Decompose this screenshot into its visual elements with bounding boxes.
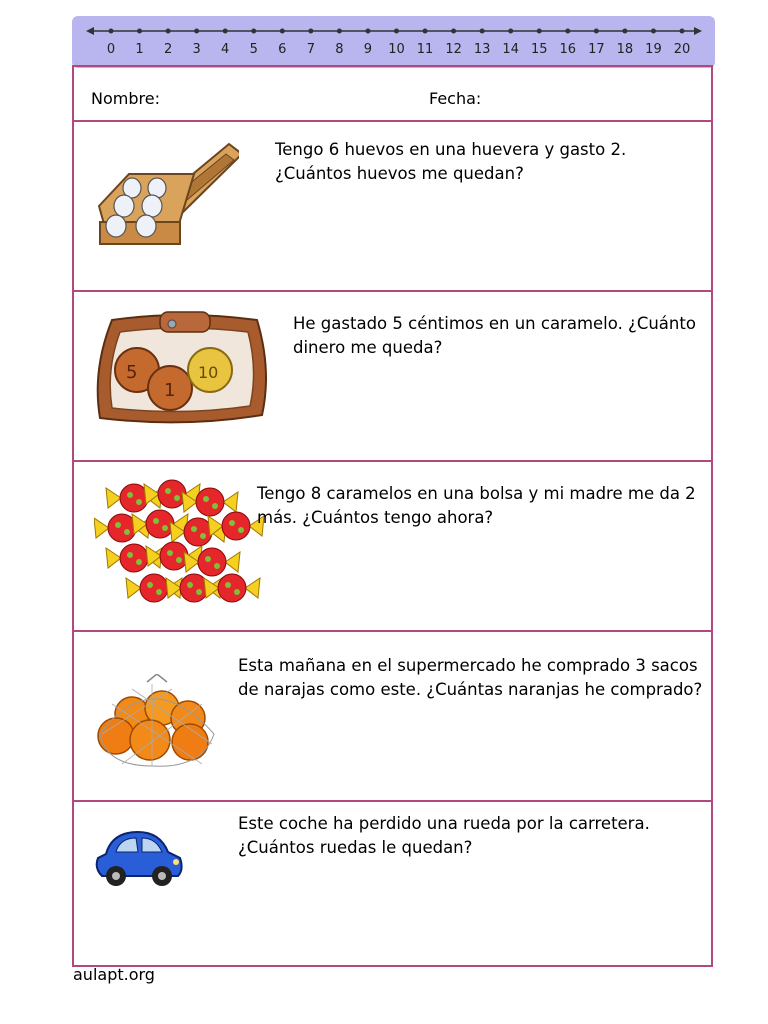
number-line-label: 16 bbox=[559, 42, 577, 57]
coin-purse-icon bbox=[92, 310, 272, 434]
number-line-label: 3 bbox=[192, 42, 201, 57]
number-line-tick bbox=[280, 29, 285, 34]
number-line-tick bbox=[594, 29, 599, 34]
number-line-tick bbox=[137, 29, 142, 34]
number-line-label: 14 bbox=[502, 42, 519, 57]
number-line-label: 13 bbox=[473, 42, 491, 57]
number-line-tick bbox=[109, 29, 114, 34]
number-line-label: 5 bbox=[249, 42, 258, 57]
number-line-label: 11 bbox=[416, 42, 434, 57]
number-line-tick bbox=[194, 29, 199, 34]
candies-icon bbox=[94, 476, 274, 630]
orange-bag-icon bbox=[92, 674, 222, 773]
problem-row-5 bbox=[74, 802, 711, 967]
header-row bbox=[74, 67, 711, 122]
number-line-label: 10 bbox=[388, 42, 405, 57]
number-line-label: 4 bbox=[221, 42, 230, 57]
car-icon bbox=[94, 826, 184, 895]
number-line-tick bbox=[423, 29, 428, 34]
number-line-label: 7 bbox=[306, 42, 315, 57]
number-line-tick bbox=[680, 29, 685, 34]
number-line-label: 20 bbox=[673, 42, 691, 57]
number-line-tick bbox=[622, 29, 627, 34]
coin-label-2: 1 bbox=[164, 380, 176, 401]
number-line-tick bbox=[308, 29, 313, 34]
coin-label-3: 10 bbox=[198, 363, 219, 382]
number-line-label: 8 bbox=[335, 42, 344, 57]
egg-carton-icon bbox=[94, 136, 239, 255]
problem-text-4: Esta mañana en el supermercado he comprado 3 sacos de narajas como este. ¿Cuántas naranjas he comprado? bbox=[238, 656, 703, 699]
problem-text-5: Este coche ha perdido una rueda por la carretera. ¿Cuántos ruedas le quedan? bbox=[238, 814, 650, 857]
problem-text-3: Tengo 8 caramelos en una bolsa y mi madre me da 2 más. ¿Cuántos tengo ahora? bbox=[257, 484, 696, 527]
number-line-tick bbox=[565, 29, 570, 34]
number-line-label: 2 bbox=[163, 42, 173, 57]
number-line-label: 6 bbox=[278, 42, 287, 57]
number-line-tick bbox=[365, 29, 370, 34]
problem-text-1: Tengo 6 huevos en una huevera y gasto 2. ¿Cuántos huevos me quedan? bbox=[275, 140, 627, 183]
number-line-label: 19 bbox=[645, 42, 662, 57]
problem-text-2: He gastado 5 céntimos en un caramelo. ¿Cuánto dinero me queda? bbox=[293, 314, 696, 357]
candy-icon bbox=[204, 574, 260, 602]
number-line-tick bbox=[394, 29, 399, 34]
number-line-tick bbox=[537, 29, 542, 34]
number-line-tick bbox=[451, 29, 456, 34]
number-line-label: 1 bbox=[135, 42, 144, 57]
number-line-tick bbox=[480, 29, 485, 34]
number-line-tick bbox=[166, 29, 171, 34]
number-line-label: 12 bbox=[445, 42, 462, 57]
number-line-label: 15 bbox=[530, 42, 548, 57]
number-line-label: 9 bbox=[363, 42, 373, 57]
problem-row-2 bbox=[74, 292, 711, 462]
number-line-label: 17 bbox=[588, 42, 605, 57]
number-line-tick bbox=[337, 29, 342, 34]
problem-row-4 bbox=[74, 632, 711, 802]
number-line bbox=[72, 16, 715, 68]
number-line-graphic bbox=[72, 16, 715, 68]
worksheet bbox=[72, 65, 713, 967]
number-line-tick bbox=[223, 29, 228, 34]
number-line-tick bbox=[508, 29, 513, 34]
name-label: Nombre: bbox=[91, 89, 160, 108]
footer-site: aulapt.org bbox=[73, 965, 155, 984]
number-line-label: 0 bbox=[106, 42, 116, 57]
date-label: Fecha: bbox=[429, 89, 482, 108]
number-line-tick bbox=[651, 29, 656, 34]
problem-row-1 bbox=[74, 122, 711, 292]
number-line-label: 18 bbox=[616, 42, 634, 57]
problem-row-3 bbox=[74, 462, 711, 632]
coin-label-1: 5 bbox=[126, 362, 138, 383]
number-line-tick bbox=[251, 29, 256, 34]
